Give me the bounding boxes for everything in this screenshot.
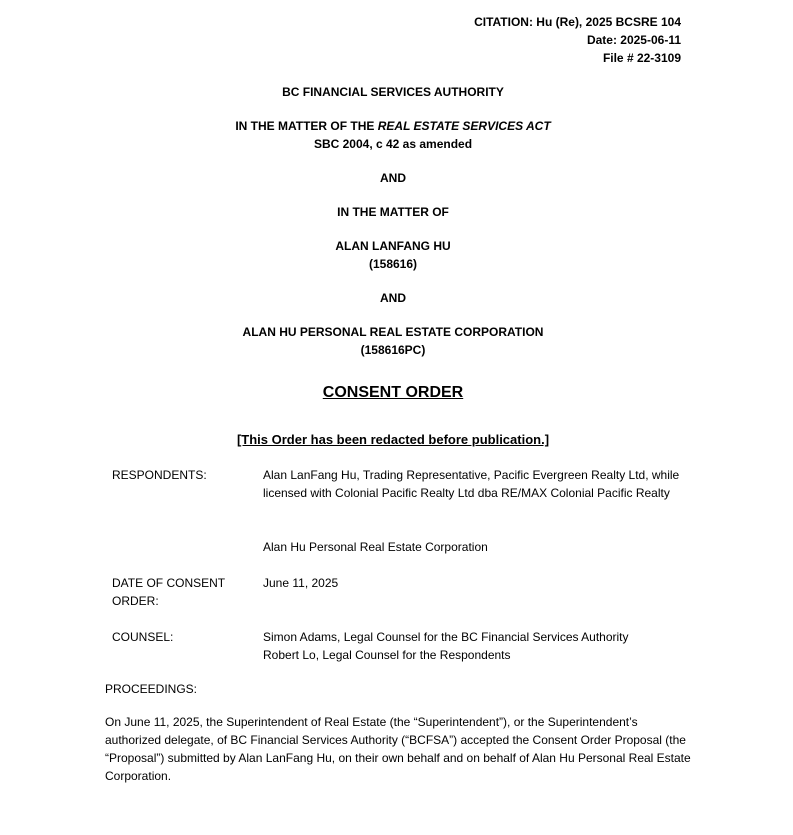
counsel-value-2: Robert Lo, Legal Counsel for the Respondents bbox=[263, 648, 511, 662]
respondent-number: (158616) bbox=[368, 257, 418, 271]
corporation-name: ALAN HU PERSONAL REAL ESTATE CORPORATION bbox=[242, 325, 544, 339]
date-of-consent-order-label: DATE OF CONSENT ORDER: bbox=[112, 576, 225, 608]
citation-block bbox=[474, 13, 681, 67]
respondent-name: ALAN LANFANG HU bbox=[335, 239, 451, 253]
and-separator-1: AND bbox=[380, 171, 406, 185]
date-of-consent-order-value: June 11, 2025 bbox=[263, 576, 339, 590]
respondents-value-1: Alan LanFang Hu, Trading Representative, Pacific Evergreen Realty Ltd, while licensed with Colonial Pacific Realty Ltd dba RE/MAX Colonial Pacific Realty bbox=[263, 468, 680, 500]
citation-file-number: File # 22-3109 bbox=[602, 51, 681, 65]
proceedings-heading: PROCEEDINGS: bbox=[105, 682, 198, 696]
respondents-label: RESPONDENTS: bbox=[112, 468, 207, 482]
order-title: CONSENT ORDER bbox=[322, 384, 464, 401]
respondents-value-2: Alan Hu Personal Real Estate Corporation bbox=[263, 540, 488, 554]
citation-date: Date: 2025-06-11 bbox=[586, 33, 681, 47]
in-the-matter-of: IN THE MATTER OF bbox=[337, 205, 449, 219]
act-name: REAL ESTATE SERVICES ACT bbox=[377, 119, 551, 133]
citation-line: CITATION: Hu (Re), 2025 BCSRE 104 bbox=[474, 15, 681, 29]
authority-heading: BC FINANCIAL SERVICES AUTHORITY bbox=[282, 85, 504, 99]
and-separator-2: AND bbox=[380, 291, 406, 305]
redaction-note: [This Order has been redacted before publication.] bbox=[236, 432, 550, 447]
corporation-heading bbox=[0, 323, 786, 359]
act-heading bbox=[0, 117, 786, 153]
act-citation: SBC 2004, c 42 as amended bbox=[313, 137, 473, 151]
counsel-label: COUNSEL: bbox=[112, 630, 174, 644]
proceedings-body: On June 11, 2025, the Superintendent of Real Estate (the “Superintendent”), or the Superintendent’s authorized delegate, of BC Financial Services Authority (“BCFSA”) accepted the Consent Order Proposal (the “Proposal”) submitted by Alan LanFang Hu, on their own behalf and on behalf of Alan Hu Personal Real Estate Corporation. bbox=[105, 715, 691, 783]
counsel-value-1: Simon Adams, Legal Counsel for the BC Financial Services Authority bbox=[263, 630, 629, 644]
matter-prefix: IN THE MATTER OF THE bbox=[235, 119, 378, 133]
respondent-heading bbox=[0, 237, 786, 273]
act-title-line bbox=[0, 117, 786, 135]
corporation-number: (158616PC) bbox=[360, 343, 426, 357]
